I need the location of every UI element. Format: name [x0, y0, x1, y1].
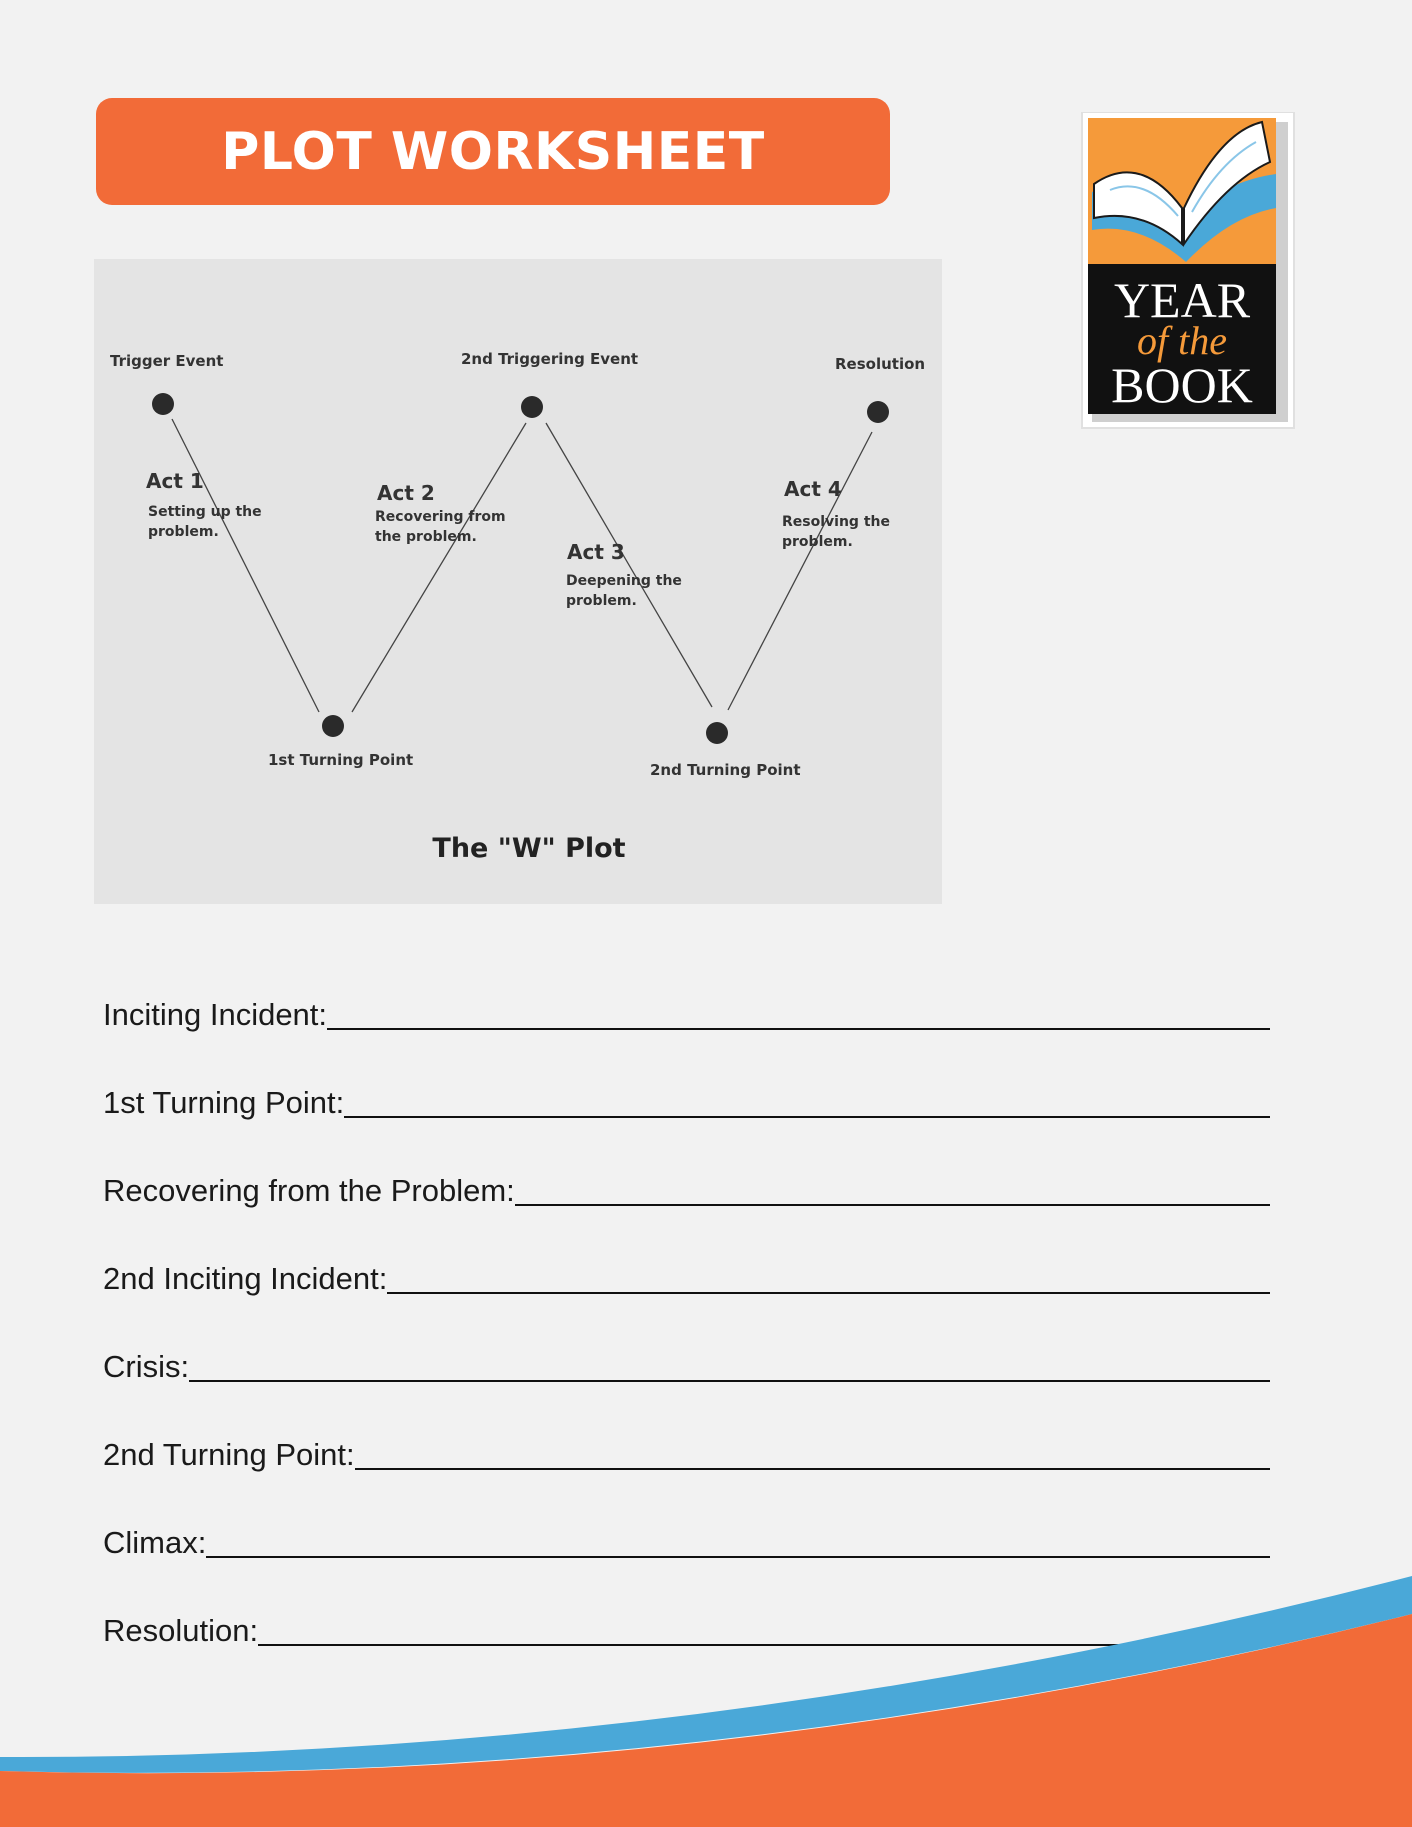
answer-line[interactable] — [189, 1379, 1270, 1382]
page-title: PLOT WORKSHEET — [221, 121, 765, 182]
logo-year-text: YEAR — [1113, 272, 1251, 328]
field-label: Inciting Incident: — [103, 997, 328, 1032]
triggering-event-2-dot — [521, 396, 543, 418]
title-banner — [96, 98, 890, 205]
field-label: Recovering from the Problem: — [103, 1173, 515, 1208]
field-label: 2nd Turning Point: — [103, 1437, 355, 1472]
logo-book-text: BOOK — [1111, 357, 1253, 413]
field-label: 2nd Inciting Incident: — [103, 1261, 388, 1296]
footer-wave — [0, 1560, 1412, 1827]
act1-heading: Act 1 — [146, 469, 204, 493]
answer-line[interactable] — [387, 1291, 1270, 1294]
act4-desc-line2: problem. — [782, 534, 853, 550]
act1-desc-line1: Setting up the — [148, 504, 262, 520]
answer-line[interactable] — [515, 1203, 1270, 1206]
diagram-title: The "W" Plot — [432, 833, 626, 864]
label-2nd-triggering-event: 2nd Triggering Event — [461, 350, 639, 368]
act3-heading: Act 3 — [567, 540, 625, 564]
answer-line[interactable] — [355, 1467, 1270, 1470]
field-climax[interactable] — [103, 1512, 1270, 1562]
field-1st-turning-point[interactable] — [103, 1072, 1270, 1122]
turning-point-2-dot — [706, 722, 728, 744]
year-of-the-book-logo — [1080, 112, 1296, 430]
field-recovering-from-problem[interactable] — [103, 1160, 1270, 1210]
field-label: Crisis: — [103, 1349, 190, 1384]
field-2nd-inciting-incident[interactable] — [103, 1248, 1270, 1298]
act2-heading: Act 2 — [377, 481, 435, 505]
act3-desc-line2: problem. — [566, 593, 637, 609]
act1-desc-line2: problem. — [148, 524, 219, 540]
field-inciting-incident[interactable] — [103, 984, 1270, 1034]
answer-line[interactable] — [327, 1027, 1270, 1030]
logo-of-the-text: of the — [1137, 318, 1227, 363]
act4-heading: Act 4 — [784, 477, 842, 501]
act3-desc-line1: Deepening the — [566, 573, 682, 589]
act2-desc-line2: the problem. — [375, 529, 477, 545]
answer-line[interactable] — [206, 1555, 1270, 1558]
label-trigger-event: Trigger Event — [110, 352, 224, 370]
field-2nd-turning-point[interactable] — [103, 1424, 1270, 1474]
resolution-dot — [867, 401, 889, 423]
label-2nd-turning-point: 2nd Turning Point — [650, 761, 801, 779]
turning-point-1-dot — [322, 715, 344, 737]
act2-desc-line1: Recovering from — [375, 509, 506, 525]
answer-line[interactable] — [344, 1115, 1270, 1118]
field-label: Climax: — [103, 1525, 207, 1560]
label-resolution: Resolution — [835, 355, 926, 373]
label-1st-turning-point: 1st Turning Point — [268, 751, 414, 769]
act4-desc-line1: Resolving the — [782, 514, 890, 530]
field-label: Resolution: — [103, 1613, 259, 1648]
field-crisis[interactable] — [103, 1336, 1270, 1386]
field-label: 1st Turning Point: — [103, 1085, 345, 1120]
trigger-event-dot — [152, 393, 174, 415]
w-plot-diagram — [94, 259, 942, 904]
